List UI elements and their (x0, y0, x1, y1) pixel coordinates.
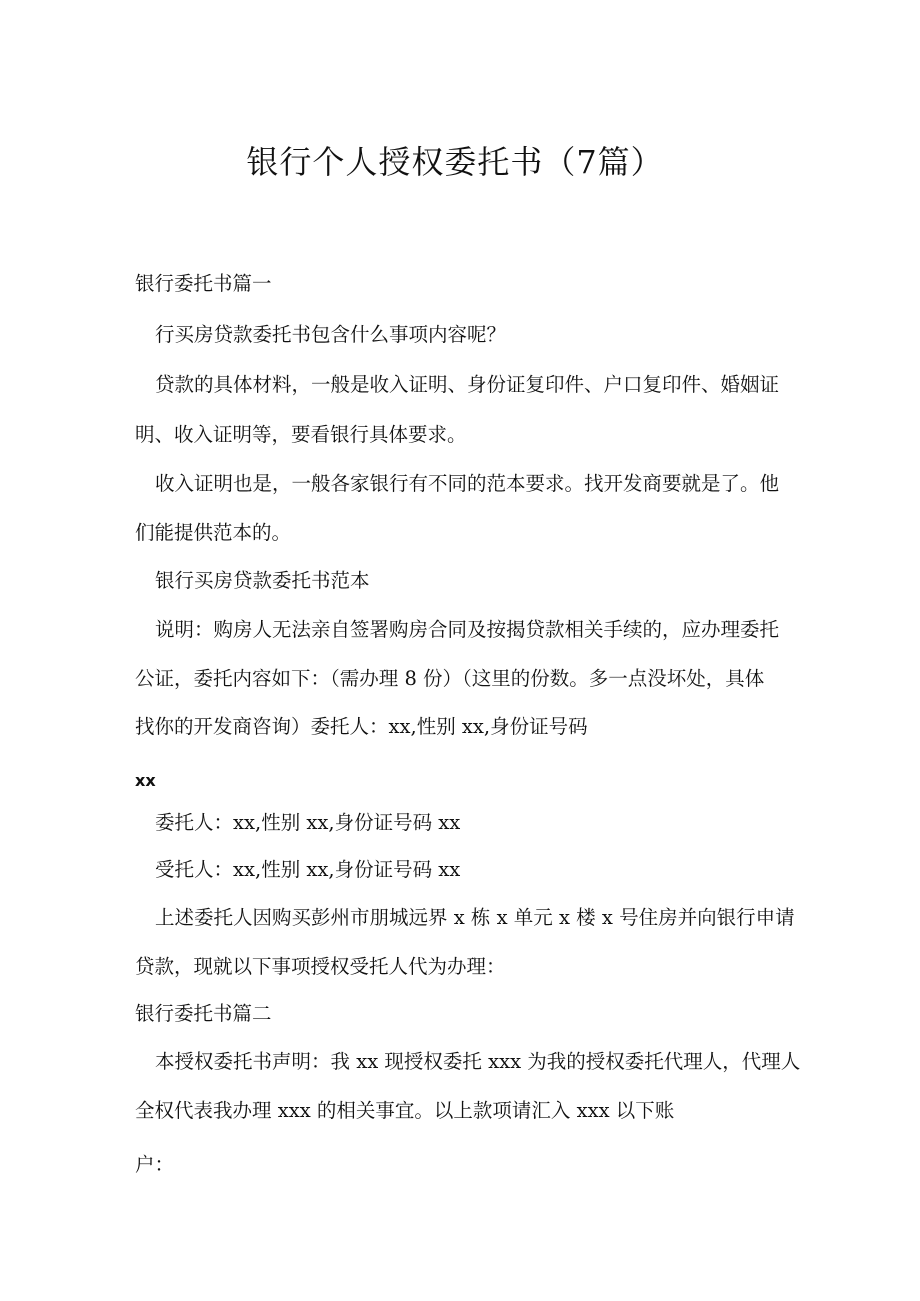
paragraph-line: 们能提供范本的。 (135, 521, 292, 544)
paragraph-line: 找你的开发商咨询）委托人：xx,性别 xx,身份证号码 (135, 715, 588, 738)
paragraph-line: 收入证明也是，一般各家银行有不同的范本要求。找开发商要就是了。他 (155, 472, 780, 495)
paragraph-line: 银行买房贷款委托书范本 (155, 569, 370, 592)
paragraph-line: 明、收入证明等，要看银行具体要求。 (135, 423, 467, 446)
paragraph-line: 户： (135, 1153, 175, 1176)
section-heading-2: 银行委托书篇二 (135, 1002, 272, 1025)
paragraph-line: 贷款，现就以下事项授权受托人代为办理： (135, 955, 506, 978)
paragraph-line: 贷款的具体材料，一般是收入证明、身份证复印件、户口复印件、婚姻证 (155, 373, 780, 396)
paragraph-line: 公证，委托内容如下：（需办理 8 份）（这里的份数。多一点没坏处，具体 (135, 667, 765, 690)
paragraph-line: 行买房贷款委托书包含什么事项内容呢？ (155, 323, 507, 346)
paragraph-line: xx (135, 771, 156, 790)
paragraph-line: 说明：购房人无法亲自签署购房合同及按揭贷款相关手续的，应办理委托 (155, 618, 780, 641)
paragraph-line: 上述委托人因购买彭州市朋城远界 x 栋 x 单元 x 楼 x 号住房并向银行申请 (155, 906, 795, 929)
paragraph-line: 本授权委托书声明：我 xx 现授权委托 xxx 为我的授权委托代理人，代理人 (155, 1050, 801, 1073)
document-title: 银行个人授权委托书（7篇） (246, 143, 664, 181)
section-heading-1: 银行委托书篇一 (135, 272, 272, 295)
paragraph-line: 受托人：xx,性别 xx,身份证号码 xx (155, 858, 461, 881)
paragraph-line: 委托人：xx,性别 xx,身份证号码 xx (155, 811, 461, 834)
paragraph-line: 全权代表我办理 xxx 的相关事宜。以上款项请汇入 xxx 以下账 (135, 1099, 675, 1122)
